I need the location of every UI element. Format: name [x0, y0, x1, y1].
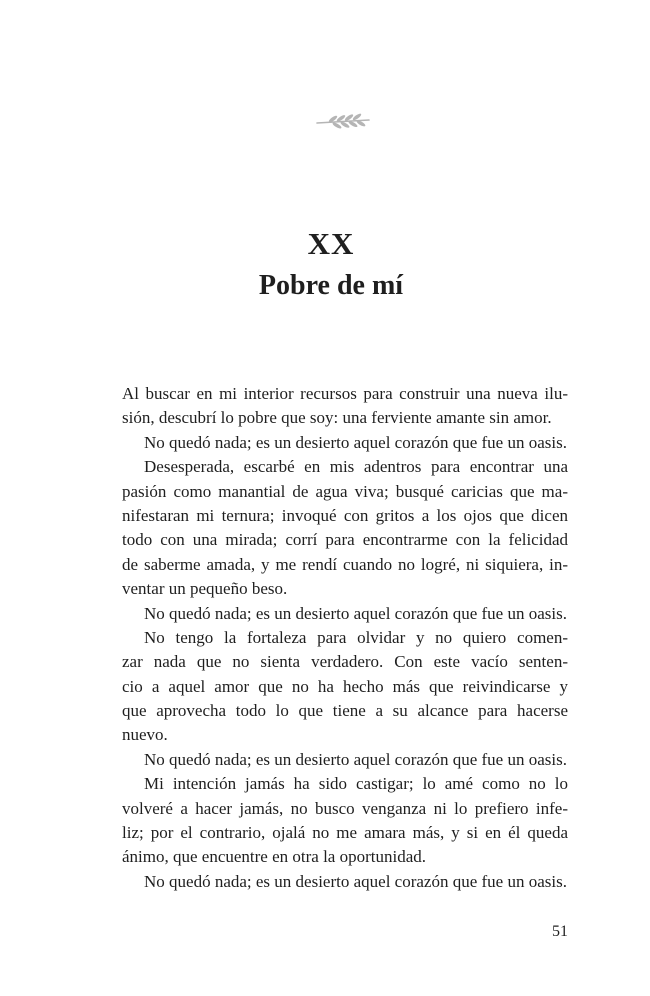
text-line: No quedó nada; es un desierto aquel corazón que fue un oasis.	[144, 749, 567, 769]
text-line: Al buscar en mi interior recursos para construir una nueva ilu-	[122, 384, 568, 403]
text-line: ventar un pequeño beso.	[122, 579, 288, 599]
text-line: cio a aquel amor que no ha hecho más que reivindicarse y	[122, 676, 568, 696]
text-line: zar nada que no sienta verdadero. Con este vacío senten-	[122, 652, 568, 672]
text-line: sión, descubrí lo pobre que soy: una ferviente amante sin amor.	[122, 408, 552, 428]
text-line: No quedó nada; es un desierto aquel corazón que fue un oasis.	[144, 871, 567, 891]
text-line: todo con una mirada; corrí para encontrarme con la felicidad	[122, 530, 568, 550]
text-line: Mi intención jamás ha sido castigar; lo amé como no lo	[144, 774, 568, 794]
text-line: Desesperada, escarbé en mis adentros para encontrar una	[144, 457, 568, 477]
text-line: pasión como manantial de agua viva; busqué caricias que ma-	[122, 481, 568, 501]
text-line: de saberme amada, y me rendí cuando no logré, ni siquiera, in-	[122, 554, 568, 574]
chapter-number: XX	[307, 226, 355, 261]
chapter-title: Pobre de mí	[258, 270, 404, 301]
page-number: 51	[552, 923, 568, 940]
text-line: volveré a hacer jamás, no busco venganza ni lo prefiero infe-	[122, 798, 568, 818]
text-line: nuevo.	[122, 725, 168, 745]
text-line: nifestaran mi ternura; invoqué con gritos a los ojos que dicen	[122, 505, 568, 525]
body-text	[122, 382, 568, 894]
laurel-branch-icon	[313, 112, 373, 132]
text-line: No quedó nada; es un desierto aquel corazón que fue un oasis.	[144, 432, 567, 452]
text-line: ánimo, que encuentre en otra la oportunidad.	[122, 847, 426, 867]
text-line: que aprovecha todo lo que tiene a su alcance para hacerse	[122, 701, 568, 721]
text-line: No tengo la fortaleza para olvidar y no quiero comen-	[144, 627, 568, 647]
text-line: liz; por el contrario, ojalá no me amara más, y si en él queda	[122, 823, 568, 843]
text-line: No quedó nada; es un desierto aquel corazón que fue un oasis.	[144, 603, 567, 623]
